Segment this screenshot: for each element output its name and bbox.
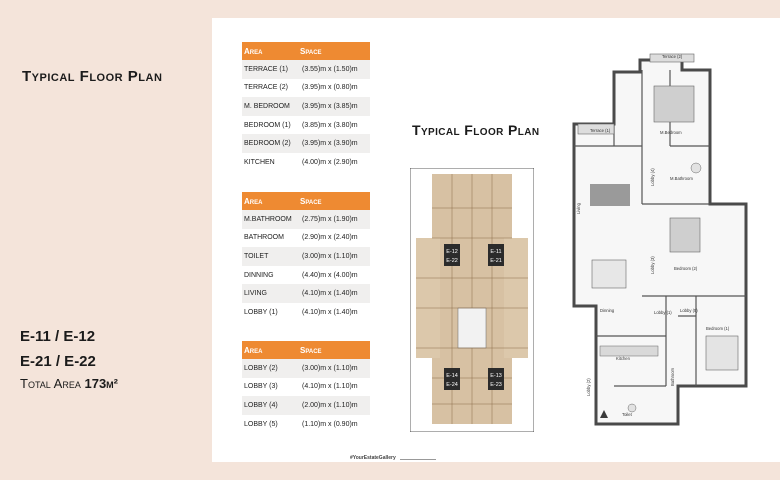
- area-size: (4.10)m x (1.40)m: [302, 308, 358, 316]
- total-area: [20, 374, 118, 394]
- area-name: M. BEDROOM: [242, 97, 300, 116]
- room-label: Kitchen: [616, 356, 630, 361]
- bed-2: [670, 218, 700, 252]
- area-name: LOBBY (4): [242, 396, 300, 415]
- svg-text:E-12: E-12: [446, 249, 458, 255]
- hashtag: #YourEstateGallery: [350, 455, 396, 461]
- room-label: Toilet: [622, 412, 632, 417]
- area-name: LOBBY (2): [242, 359, 300, 378]
- table-row: [242, 415, 370, 434]
- area-size: (3.55)m x (1.50)m: [300, 60, 370, 79]
- area-name: LOBBY (1): [244, 308, 278, 316]
- units-line-2: E-21 / E-22: [20, 353, 96, 370]
- table-row: [242, 229, 370, 248]
- table-row: [242, 266, 370, 285]
- area-size: (4.10)m x (1.10)m: [302, 383, 358, 391]
- svg-text:E-11: E-11: [490, 249, 502, 255]
- area-size: (2.90)m x (2.40)m: [302, 234, 358, 242]
- area-name: BATHROOM: [244, 234, 284, 242]
- area-size: (2.75)m x (1.90)m: [300, 210, 370, 229]
- area-name: LOBBY (5): [244, 420, 278, 428]
- table-row: [242, 153, 370, 172]
- east-wing: [504, 238, 528, 358]
- kitchen-counter: [600, 346, 658, 356]
- room-label: Living: [576, 203, 581, 214]
- area-name: LIVING: [242, 284, 300, 303]
- area-name: BEDROOM (2): [242, 134, 300, 153]
- area-size: (3.95)m x (3.85)m: [300, 97, 370, 116]
- room-label: M.Bedroom: [660, 130, 682, 135]
- area-name: M.BATHROOM: [242, 210, 300, 229]
- room-label: Lobby (1): [654, 310, 672, 315]
- area-size: (2.00)m x (1.10)m: [300, 396, 370, 415]
- area-name: BEDROOM (1): [244, 121, 291, 129]
- table-row: [242, 210, 370, 229]
- sidebar: [0, 0, 212, 480]
- room-label: Lobby (3): [650, 256, 655, 274]
- area-size: (4.10)m x (1.40)m: [300, 284, 370, 303]
- room-label: Lobby (5): [680, 308, 698, 313]
- table-row: [242, 116, 370, 135]
- table-row: [242, 303, 370, 322]
- area-size: (3.95)m x (0.80)m: [302, 84, 358, 92]
- apartment-floor-plan: [570, 46, 750, 428]
- svg-text:E-22: E-22: [446, 258, 458, 264]
- area-name: LOBBY (3): [244, 383, 278, 391]
- spec-table-1: [242, 42, 370, 172]
- total-area-label: Total Area: [20, 376, 81, 391]
- table-row: [242, 134, 370, 153]
- area-size: (3.00)m x (1.10)m: [300, 359, 370, 378]
- master-bed: [654, 86, 694, 122]
- room-label: Lobby (2): [586, 378, 591, 396]
- west-wing: [416, 238, 440, 358]
- svg-text:E-14: E-14: [446, 373, 458, 379]
- table-row: [242, 247, 370, 266]
- area-size: (3.00)m x (1.10)m: [300, 247, 370, 266]
- building-floor-plan: [410, 168, 534, 432]
- sidebar-title: Typical Floor Plan: [22, 68, 163, 85]
- table-row: [242, 284, 370, 303]
- header-space: Space: [300, 341, 370, 359]
- unit-tag: [488, 244, 504, 266]
- room-label: M.Bathroom: [670, 176, 693, 181]
- svg-text:E-21: E-21: [490, 258, 502, 264]
- area-size: (1.10)m x (0.90)m: [302, 420, 358, 428]
- room-label: Bedroom (1): [706, 326, 730, 331]
- area-name: TOILET: [242, 247, 300, 266]
- header-area: Area: [242, 341, 300, 359]
- unit-tag: [444, 368, 460, 390]
- unit-tag: [444, 244, 460, 266]
- header-area: Area: [242, 192, 300, 210]
- room-label: Bedroom (2): [674, 266, 698, 271]
- units-line-1: E-11 / E-12: [20, 328, 96, 345]
- total-area-value: 173m²: [84, 376, 119, 391]
- toilet-fixture: [628, 404, 636, 412]
- spec-table-2: [242, 192, 370, 322]
- room-label: Dinning: [600, 308, 615, 313]
- area-size: (4.40)m x (4.00)m: [302, 271, 358, 279]
- spec-table-3: [242, 341, 370, 433]
- area-name: DINNING: [244, 271, 274, 279]
- hashtag-rule: [400, 459, 436, 460]
- room-label: Terrace (1): [590, 128, 611, 133]
- stair-core: [458, 308, 486, 348]
- header-area: Area: [242, 42, 300, 60]
- plan-title: Typical Floor Plan: [412, 122, 540, 138]
- table-row: [242, 60, 370, 79]
- room-label: Bathroom: [670, 367, 675, 386]
- svg-text:E-24: E-24: [446, 382, 458, 388]
- area-size: (3.95)m x (3.90)m: [300, 134, 370, 153]
- table-row: [242, 396, 370, 415]
- area-size: (3.85)m x (3.80)m: [302, 121, 358, 129]
- room-label: Lobby (4): [650, 168, 655, 186]
- header-space: Space: [300, 42, 370, 60]
- svg-text:E-13: E-13: [490, 373, 502, 379]
- table-row: [242, 97, 370, 116]
- table-row: [242, 359, 370, 378]
- area-name: KITCHEN: [244, 158, 275, 166]
- area-name: TERRACE (2): [244, 84, 288, 92]
- bed-1: [706, 336, 738, 370]
- area-size: (4.00)m x (2.90)m: [302, 158, 358, 166]
- unit-tag: [488, 368, 504, 390]
- area-name: TERRACE (1): [242, 60, 300, 79]
- table-row: [242, 378, 370, 397]
- unit-info: [20, 324, 118, 394]
- room-label: Terrace (2): [662, 54, 683, 59]
- header-space: Space: [300, 192, 370, 210]
- table-row: [242, 79, 370, 98]
- dining-table: [592, 260, 626, 288]
- sofa-set: [590, 184, 630, 206]
- master-bath-fixture: [691, 163, 701, 173]
- svg-text:E-23: E-23: [490, 382, 502, 388]
